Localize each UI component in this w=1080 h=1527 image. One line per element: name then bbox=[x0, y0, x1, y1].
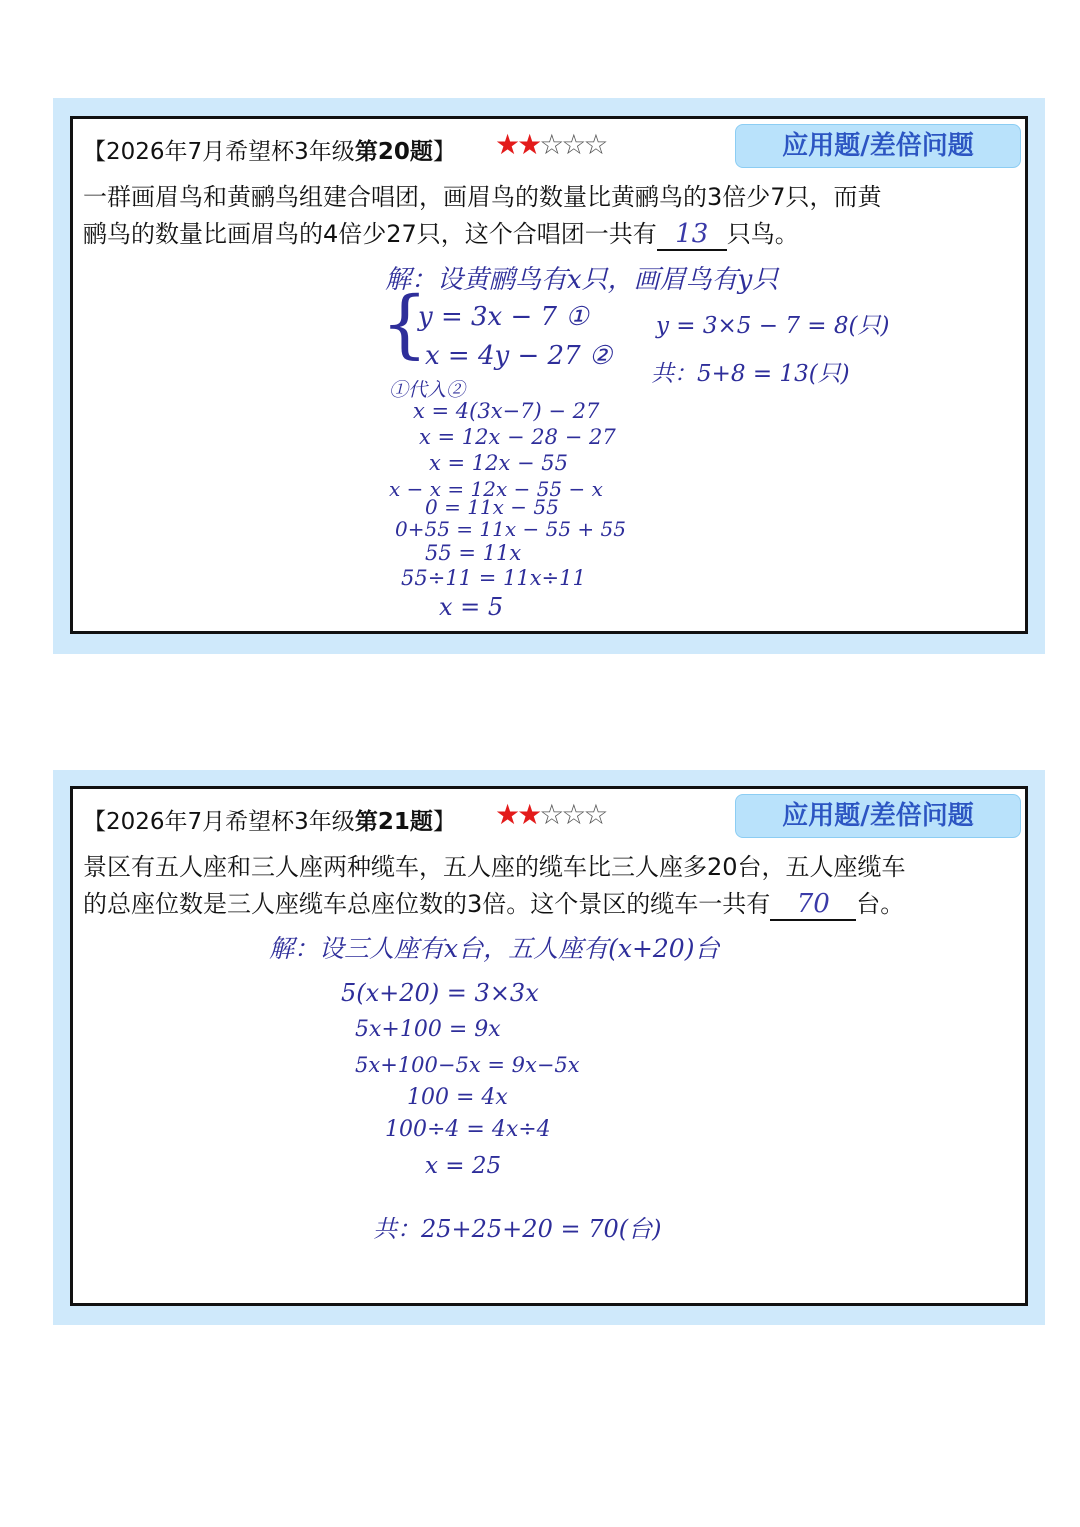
problem-21-card bbox=[70, 786, 1028, 1306]
equation-2: x = 4y − 27 ② bbox=[425, 341, 613, 371]
answer-blank: 13 bbox=[657, 219, 727, 251]
problem-number: 第20题 bbox=[354, 139, 433, 165]
solution-step: 5x+100 = 9x bbox=[355, 1017, 501, 1042]
problem-header: 【2026年7月希望杯3年级第21题】 bbox=[83, 809, 456, 835]
solution-step: x − x = 12x − 55 − x bbox=[389, 477, 603, 501]
problem-header: 【2026年7月希望杯3年级第20题】 bbox=[83, 139, 456, 165]
star-filled-icon: ★★ bbox=[495, 798, 540, 831]
problem-number: 第21题 bbox=[354, 809, 433, 835]
solution-setup: 解：设黄鹂鸟有x只，画眉鸟有y只 bbox=[385, 265, 779, 295]
question-text: 一群画眉鸟和黄鹂鸟组建合唱团，画眉鸟的数量比黄鹂鸟的3倍少7只，而黄 鹂鸟的数量比画眉鸟的4倍少27只，这个合唱团一共有 13 只鸟。 bbox=[83, 183, 882, 249]
substitution-note: ①代入② bbox=[389, 379, 466, 401]
solution-step: 0 = 11x − 55 bbox=[425, 495, 559, 519]
equation-1: y = 3x − 7 ① bbox=[418, 302, 589, 332]
difficulty-rating bbox=[495, 798, 606, 831]
category-badge: 应用题/差倍问题 bbox=[735, 794, 1021, 838]
solution-setup: 解：设三人座有x台，五人座有(x+20)台 bbox=[269, 934, 720, 963]
solution-step: x = 5 bbox=[439, 593, 504, 621]
solution-step: 55÷11 = 11x÷11 bbox=[401, 566, 586, 590]
solution-step: 5(x+20) = 3×3x bbox=[341, 979, 539, 1007]
equation-system-brace: { bbox=[381, 281, 429, 367]
category-badge: 应用题/差倍问题 bbox=[735, 124, 1021, 168]
solution-step: x = 12x − 28 − 27 bbox=[419, 425, 616, 449]
solution-step: 5x+100−5x = 9x−5x bbox=[355, 1053, 580, 1077]
solution-step: 100÷4 = 4x÷4 bbox=[385, 1117, 551, 1142]
solution-step: x = 4(3x−7) − 27 bbox=[413, 399, 600, 423]
star-filled-icon: ★★ bbox=[495, 128, 540, 161]
solution-step: 55 = 11x bbox=[425, 541, 522, 565]
star-empty-icon: ☆☆☆ bbox=[539, 128, 606, 161]
difficulty-rating bbox=[495, 128, 606, 161]
answer-blank: 70 bbox=[770, 889, 856, 921]
problem-20-card bbox=[70, 116, 1028, 634]
solution-step: 100 = 4x bbox=[407, 1085, 508, 1110]
solution-step: 0+55 = 11x − 55 + 55 bbox=[395, 517, 626, 541]
star-empty-icon: ☆☆☆ bbox=[539, 798, 606, 831]
solution-step: x = 12x − 55 bbox=[429, 451, 569, 475]
solution-right-2: 共：5+8 = 13(只) bbox=[651, 361, 850, 387]
solution-right-1: y = 3×5 − 7 = 8(只) bbox=[656, 313, 890, 339]
solution-total: 共：25+25+20 = 70(台) bbox=[373, 1215, 662, 1243]
question-text: 景区有五人座和三人座两种缆车，五人座的缆车比三人座多20台，五人座缆车 的总座位数是三人座缆车总座位数的3倍。这个景区的缆车一共有 70 台。 bbox=[83, 853, 906, 919]
solution-step: x = 25 bbox=[425, 1153, 502, 1179]
